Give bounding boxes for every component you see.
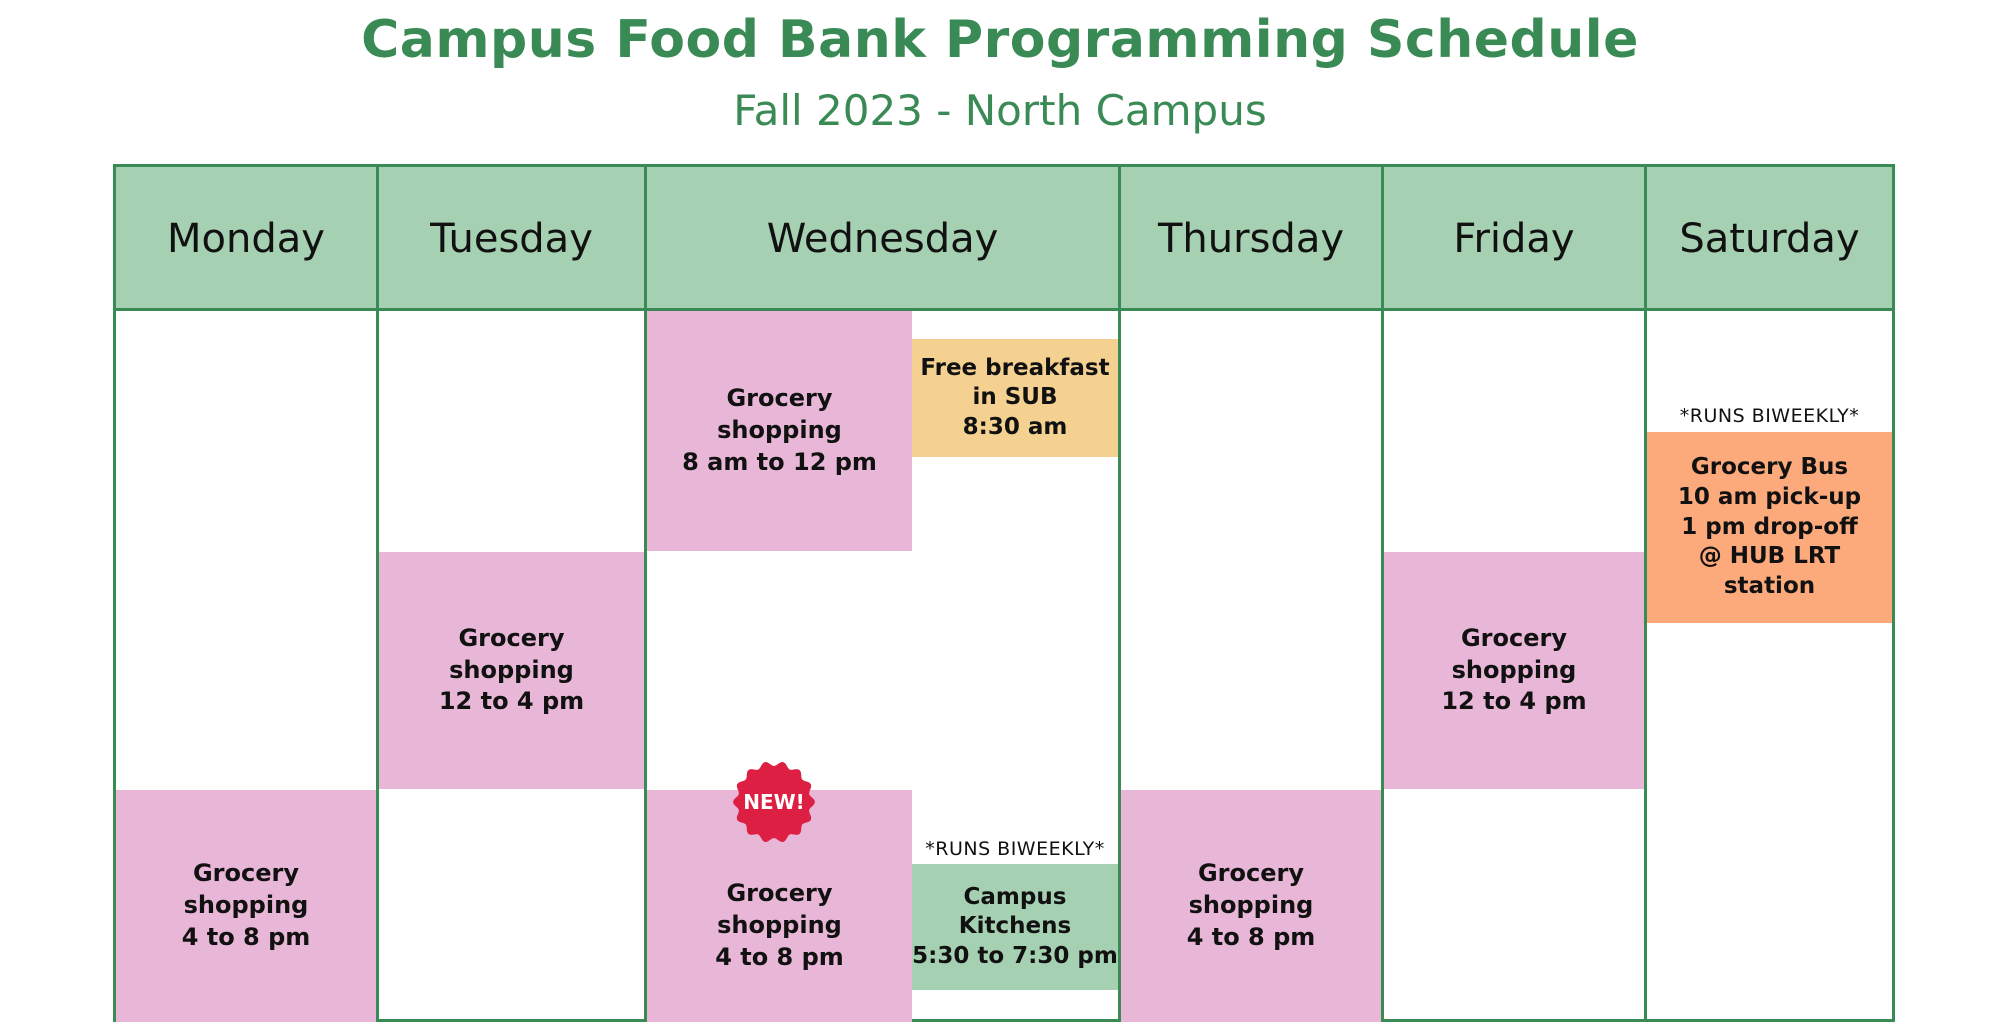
new-badge-label: NEW! [743, 790, 805, 814]
day-header-tuesday: Tuesday [379, 167, 644, 310]
event-wednesday-grocery-evening: Grocery shopping 4 to 8 pm [647, 790, 912, 1022]
wednesday-biweekly-note: *RUNS BIWEEKLY* [925, 838, 1105, 860]
event-wednesday-breakfast: Free breakfast in SUB 8:30 am [912, 339, 1118, 457]
event-friday-grocery: Grocery shopping 12 to 4 pm [1384, 552, 1644, 789]
event-saturday-grocery-bus: Grocery Bus 10 am pick-up 1 pm drop-off @ HUB LRT station [1647, 432, 1892, 623]
column-divider [644, 164, 647, 1022]
column-divider [1118, 164, 1121, 1022]
day-header-friday: Friday [1384, 167, 1644, 310]
header-divider [113, 308, 1895, 311]
day-header-wednesday: Wednesday [647, 167, 1118, 310]
event-thursday-grocery: Grocery shopping 4 to 8 pm [1121, 790, 1381, 1022]
day-header-saturday: Saturday [1647, 167, 1892, 310]
day-header-thursday: Thursday [1121, 167, 1381, 310]
saturday-biweekly-note: *RUNS BIWEEKLY* [1679, 405, 1860, 427]
event-monday-grocery: Grocery shopping 4 to 8 pm [116, 790, 376, 1022]
event-wednesday-campus-kitchens: Campus Kitchens 5:30 to 7:30 pm [912, 864, 1118, 990]
event-wednesday-grocery-morning: Grocery shopping 8 am to 12 pm [647, 311, 912, 551]
day-header-monday: Monday [116, 167, 376, 310]
column-divider [1644, 164, 1647, 1022]
column-divider [1381, 164, 1384, 1022]
page-subtitle: Fall 2023 - North Campus [733, 86, 1267, 135]
event-tuesday-grocery: Grocery shopping 12 to 4 pm [379, 552, 644, 789]
page-title: Campus Food Bank Programming Schedule [361, 10, 1639, 70]
column-divider [376, 164, 379, 1022]
